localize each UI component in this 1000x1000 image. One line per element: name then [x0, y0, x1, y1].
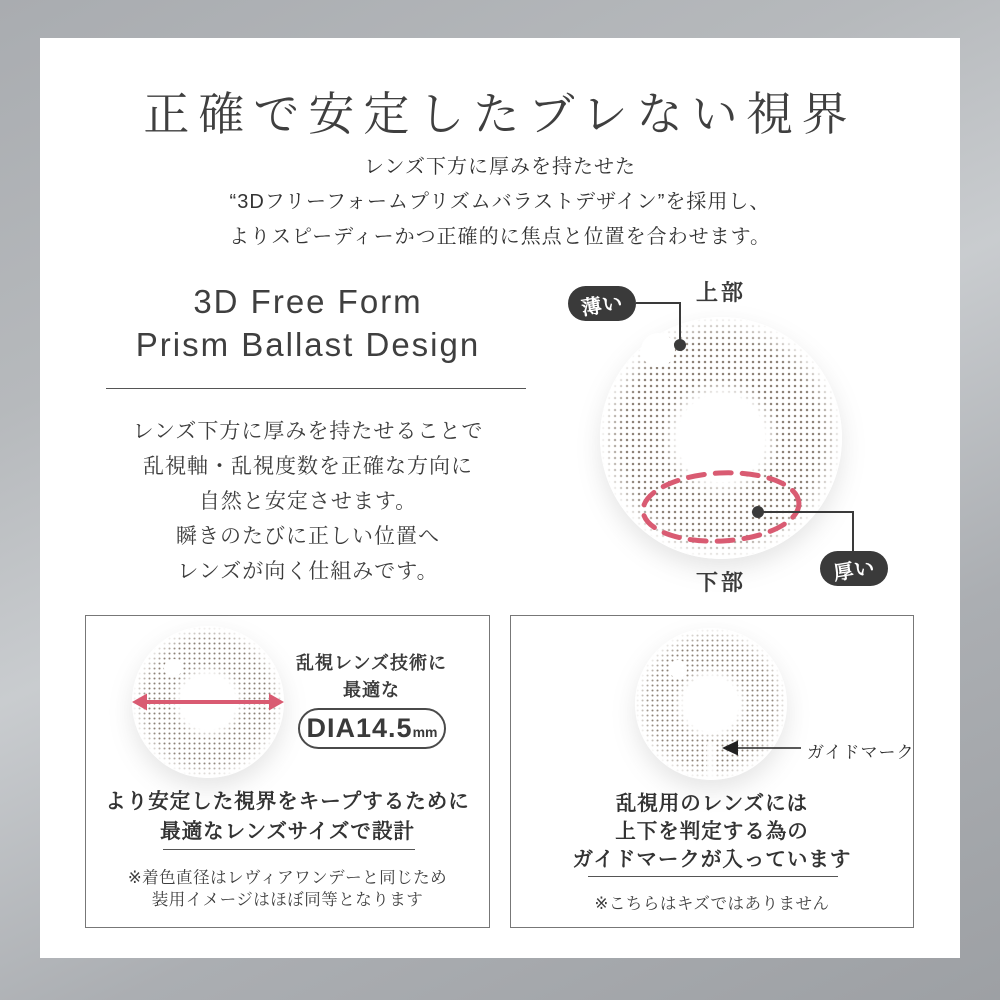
content-card	[40, 38, 960, 958]
dia-note-line: 最適な	[343, 680, 400, 700]
thin-point-dot	[674, 339, 686, 351]
design-description-line: 瞬きのたびに正しい位置へ	[176, 525, 440, 548]
lens-diagram	[540, 270, 960, 605]
subtitle-line: レンズ下方に厚みを持たせた	[364, 156, 636, 178]
thick-badge-label: 厚い	[831, 556, 877, 586]
dia-box-footnote-line: 装用イメージはほぼ同等となります	[151, 891, 424, 909]
page-title: 正確で安定したブレない視界	[143, 89, 857, 140]
dia-box-heading-line: より安定した視界をキープするために	[105, 790, 470, 813]
dia-value-pill	[298, 708, 446, 749]
subtitle-line: “3Dフリーフォームプリズムバラストデザイン”を採用し、	[229, 191, 771, 213]
dia-box-footnote-line: ※着色直径はレヴィアワンデーと同じため	[127, 869, 448, 887]
guide-mark-pointer	[511, 616, 915, 929]
lens-highlight	[164, 659, 182, 677]
dia-box-divider	[163, 849, 415, 850]
page-subtitle	[40, 150, 960, 255]
lens-bottom-label: 下部	[695, 570, 746, 595]
guide-box-footnote: ※こちらはキズではありません	[594, 895, 830, 913]
guide-mark-info-box	[510, 615, 914, 928]
dia-info-box	[85, 615, 490, 928]
thick-point-dot	[752, 506, 764, 518]
dia-box-heading-line: 最適なレンズサイズで設計	[160, 820, 415, 843]
design-description-line: 乱視軸・乱視度数を正確な方向に	[143, 455, 473, 478]
thick-badge	[820, 551, 888, 586]
design-heading-line: 3D Free Form	[193, 283, 423, 320]
lens-top-label: 上部	[695, 280, 746, 305]
thin-badge	[568, 286, 636, 321]
design-description-line: レンズ下方に厚みを持たせることで	[132, 420, 484, 443]
design-heading-divider	[106, 388, 526, 389]
guide-box-heading-line: ガイドマークが入っています	[572, 848, 852, 871]
thin-badge-label: 薄い	[579, 291, 625, 321]
guide-box-heading-line: 乱視用のレンズには	[615, 792, 809, 815]
dia-note-line: 乱視レンズ技術に	[295, 653, 447, 673]
design-heading	[88, 280, 528, 366]
design-description	[88, 414, 528, 589]
dia-unit: mm	[412, 724, 438, 740]
lens-image	[132, 626, 284, 778]
guide-box-heading-line: 上下を判定する為の	[615, 820, 809, 843]
dia-value: DIA14.5	[306, 713, 413, 743]
design-description-line: レンズが向く仕組みです。	[177, 560, 439, 583]
design-description-line: 自然と安定させます。	[198, 490, 418, 513]
dia-note	[289, 650, 454, 704]
subtitle-line: よりスピーディーかつ正確的に焦点と位置を合わせます。	[229, 226, 771, 248]
guide-mark-label: ガイドマーク	[807, 743, 915, 762]
guide-box-divider	[588, 876, 838, 877]
design-heading-line: Prism Ballast Design	[135, 326, 481, 363]
dia-lens-illustration	[132, 626, 284, 778]
